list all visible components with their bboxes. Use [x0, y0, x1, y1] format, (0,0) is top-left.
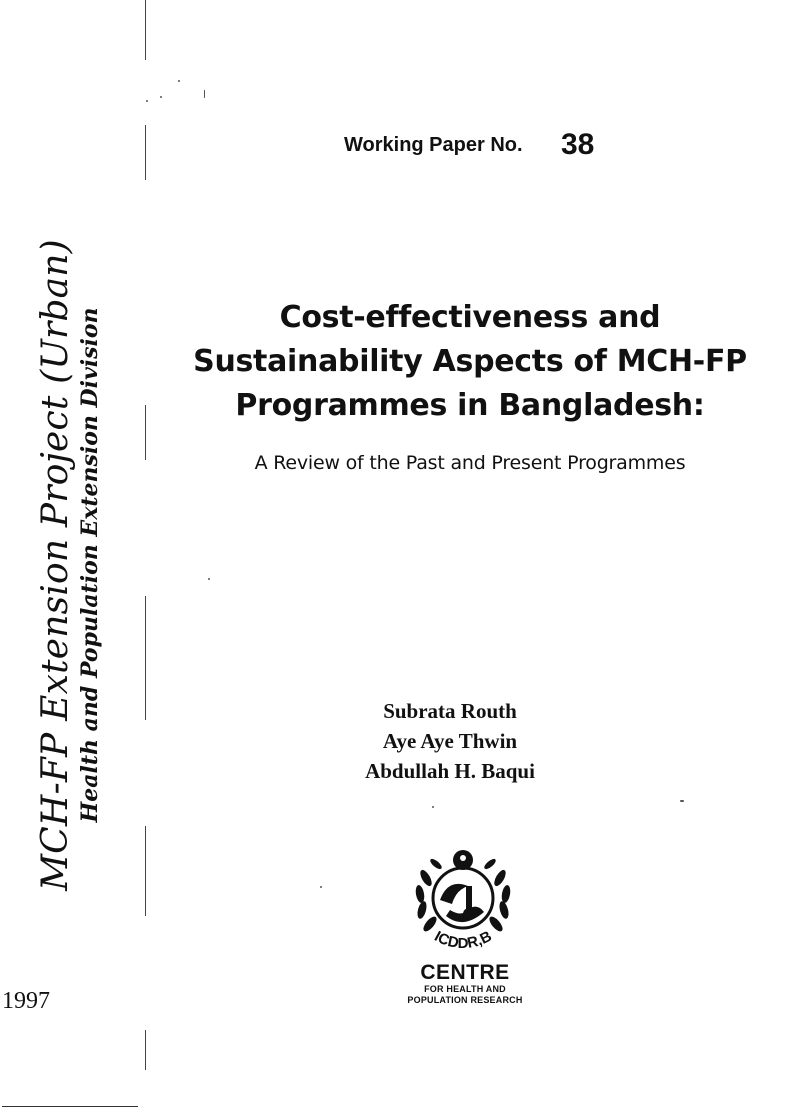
document-subtitle: A Review of the Past and Present Programmes: [254, 452, 686, 474]
bottom-edge-line: [2, 1106, 138, 1107]
scan-speck: [680, 800, 684, 802]
title-line: Sustainability Aspects of MCH-FP: [193, 344, 747, 379]
spine-subtitle: Health and Population Extension Division: [77, 307, 103, 823]
fold-line-6: [145, 1030, 146, 1070]
org-name-sub: POPULATION RESEARCH: [407, 995, 523, 1005]
title-line: Cost-effectiveness and: [279, 300, 661, 335]
working-paper-number: 38: [561, 128, 595, 161]
spine: [0, 0, 140, 1111]
scan-speck: [178, 80, 180, 82]
scan-speck: [204, 90, 205, 98]
author-name: Subrata Routh: [383, 699, 517, 723]
author-name: Aye Aye Thwin: [382, 729, 518, 753]
fold-line-4: [145, 596, 146, 720]
logo-lettering: ICDDR,B: [431, 927, 495, 952]
org-name-sub: FOR HEALTH AND: [424, 984, 506, 994]
scan-speck: [208, 578, 210, 580]
fold-line-5: [145, 826, 146, 916]
document-title: [160, 296, 780, 428]
fold-line-3: [145, 405, 146, 460]
organization-name: [380, 962, 550, 1006]
fold-line-2: [145, 125, 146, 180]
scan-speck: [432, 806, 434, 808]
fold-line-1: [145, 0, 146, 60]
scan-speck: [146, 100, 148, 102]
icddrb-logo-icon: [408, 838, 518, 958]
publication-year: 1997: [2, 988, 50, 1014]
org-name-main: CENTRE: [420, 961, 510, 984]
working-paper-label: Working Paper No.: [344, 134, 523, 156]
author-list: [330, 696, 570, 786]
author-name: Abdullah H. Baqui: [365, 759, 535, 783]
scan-speck: [320, 886, 322, 888]
scan-speck: [160, 96, 162, 98]
spine-text: [36, 239, 104, 891]
svg-text:ICDDR,B: [431, 928, 494, 952]
spine-title: MCH-FP Extension Project (Urban): [35, 239, 76, 891]
title-line: Programmes in Bangladesh:: [235, 388, 705, 423]
